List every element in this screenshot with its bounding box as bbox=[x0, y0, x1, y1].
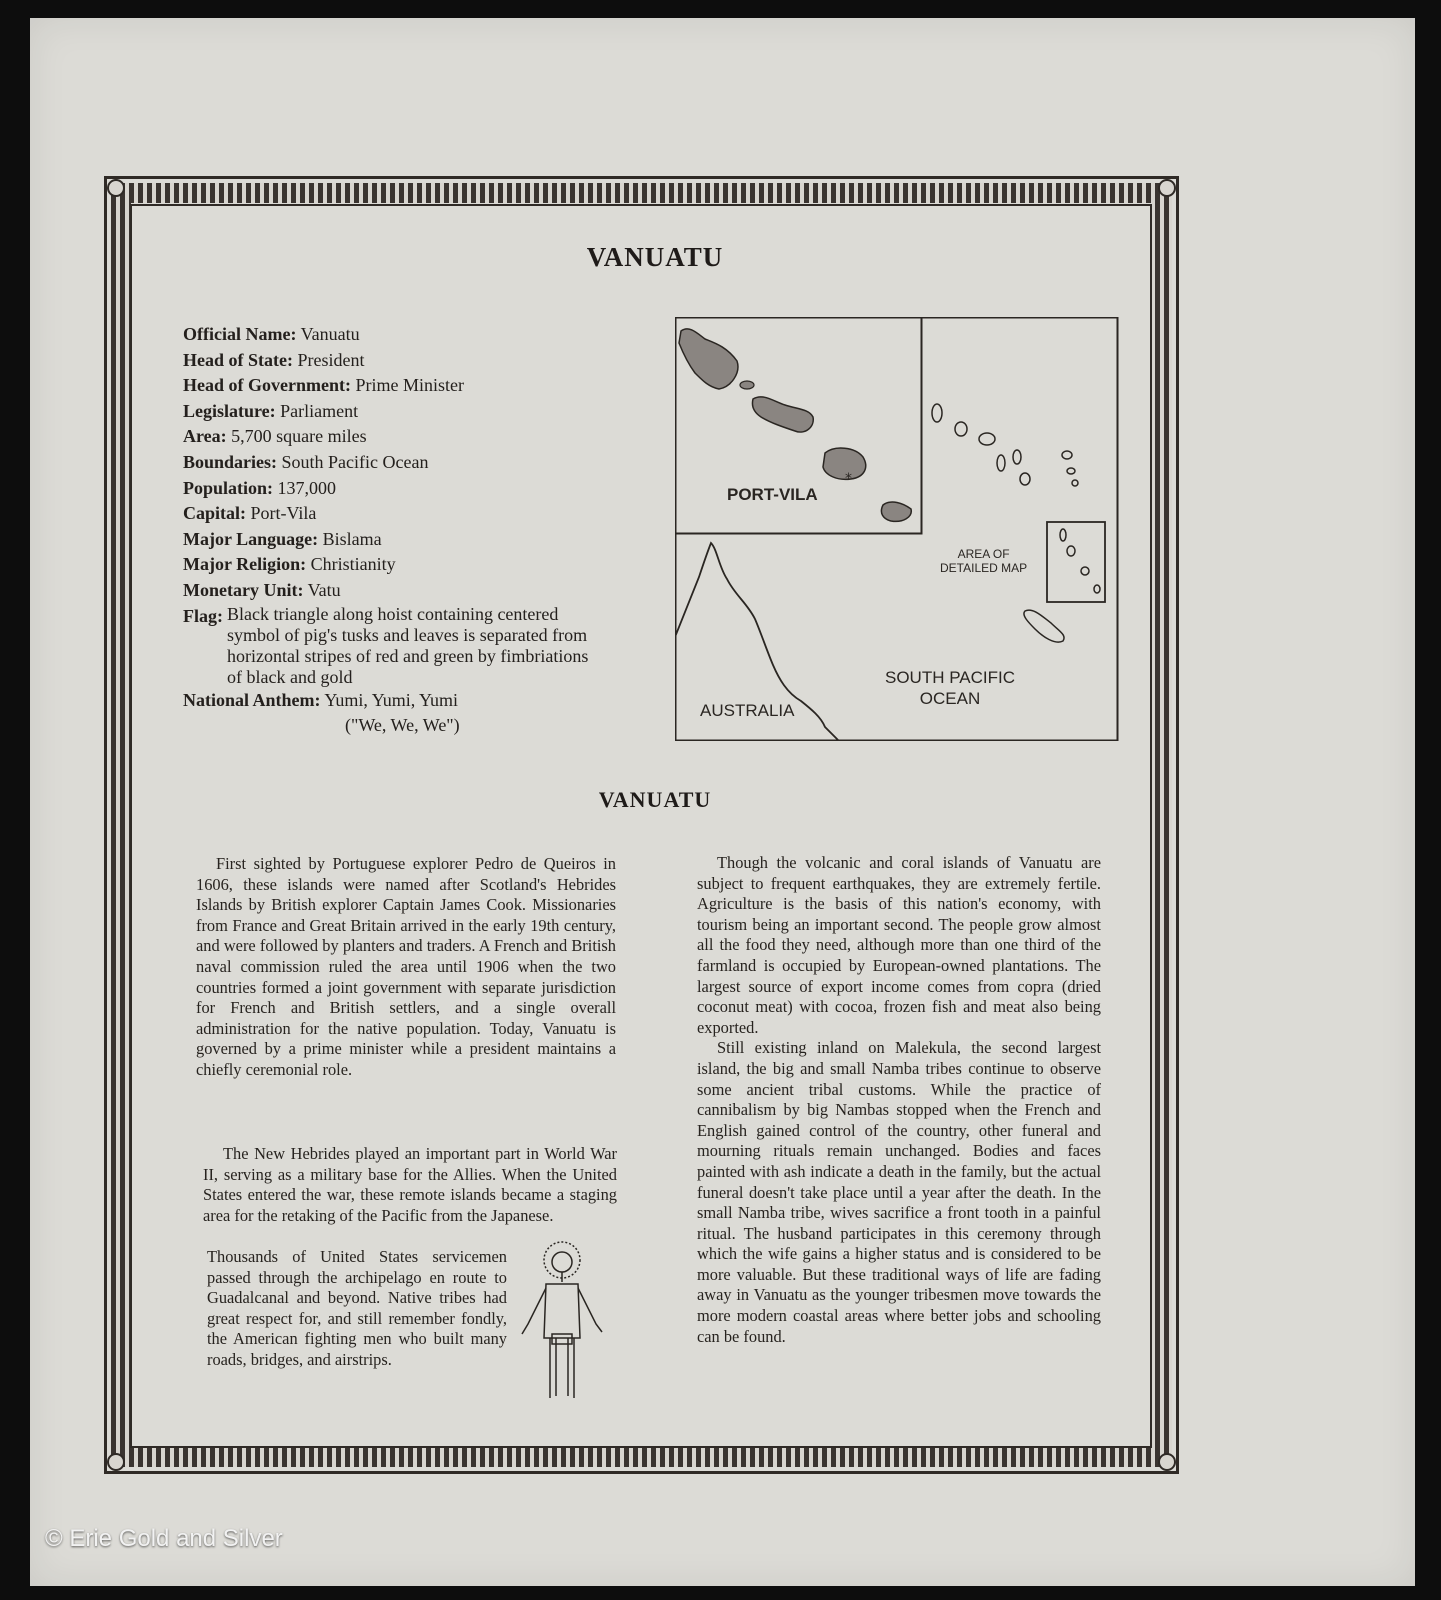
label-port-vila: PORT-VILA bbox=[727, 485, 818, 504]
fact-value: Christianity bbox=[310, 554, 396, 575]
fact-population bbox=[183, 476, 623, 502]
fact-head-of-state bbox=[183, 348, 623, 374]
fact-label: Legislature: bbox=[183, 400, 276, 421]
fact-legislature bbox=[183, 399, 623, 425]
label-area-of-detailed-map bbox=[940, 547, 1027, 575]
locator-map bbox=[675, 317, 1119, 741]
island bbox=[740, 381, 754, 389]
corner-ornament bbox=[107, 1453, 125, 1471]
body-left-paragraph-1 bbox=[196, 854, 616, 1081]
island-tanna bbox=[881, 502, 911, 521]
fact-flag bbox=[183, 604, 623, 688]
fact-label: Boundaries: bbox=[183, 451, 278, 472]
label-line: OCEAN bbox=[919, 689, 981, 708]
fact-major-language bbox=[183, 527, 623, 553]
corner-ornament bbox=[1158, 179, 1176, 197]
fact-label: Area: bbox=[183, 426, 227, 447]
fact-boundaries bbox=[183, 450, 623, 476]
body-left-paragraph-3 bbox=[207, 1247, 507, 1371]
fact-value: South Pacific Ocean bbox=[281, 451, 429, 472]
island-malekula bbox=[752, 397, 813, 432]
fact-value: Black triangle along hoist containing centered symbol of pig's tusks and leaves is separated from horizontal stripes of red and green by fimbriations of black and gold bbox=[227, 603, 589, 687]
fact-value: Yumi, Yumi, Yumi bbox=[324, 689, 459, 710]
fact-value: Vanuatu bbox=[300, 324, 360, 344]
fact-head-of-government bbox=[183, 373, 623, 399]
fact-capital bbox=[183, 501, 623, 527]
fact-official-name bbox=[183, 322, 623, 348]
body-right-column bbox=[697, 853, 1101, 1347]
fact-label: Major Language: bbox=[183, 528, 319, 549]
paragraph: First sighted by Portuguese explorer Pedro de Queiros in 1606, these islands were named after Scotland's Hebrides Islands by British explorer Captain James Cook. Missionaries from France and Great Britain arrived in the early 19th century, and were followed by planters and traders. A French and British naval commission ruled the area until 1906 when the two countries formed a joint government with separate jurisdiction for French and British settlers, and a single overall administration for the native population. Today, Vanuatu is governed by a prime minister while a president maintains a chiefly ceremonial role. bbox=[196, 854, 616, 1079]
section-title: VANUATU bbox=[598, 787, 712, 812]
anthem-translation: ("We, We, We") bbox=[345, 715, 460, 736]
fact-monetary-unit bbox=[183, 578, 623, 604]
fact-label: Flag: bbox=[183, 605, 223, 626]
page-title: VANUATU bbox=[586, 242, 724, 272]
fact-label: Capital: bbox=[183, 503, 246, 524]
fact-list bbox=[183, 322, 623, 739]
fact-label: Population: bbox=[183, 477, 274, 498]
fact-label: National Anthem: bbox=[183, 689, 321, 710]
fact-value: 5,700 square miles bbox=[231, 426, 367, 447]
fact-value: Vatu bbox=[307, 579, 341, 600]
label-line: AREA OF bbox=[957, 547, 1010, 561]
fact-major-religion bbox=[183, 552, 623, 578]
label-australia: AUSTRALIA bbox=[700, 701, 795, 720]
paragraph: Still existing inland on Malekula, the second largest island, the big and small Namba tribes continue to observe some ancient tribal customs. While the practice of cannibalism by big Nambas stopped when the French and English gained control of the country, other funeral and mourning rituals remain unchanged. Bodies and faces painted with ash indicate a death in the family, but the actual funeral doesn't take place until a year after the death. In the small Namba tribe, wives sacrifice a front tooth in a painful ritual. The husband participates in this ceremony through which the wife gains a higher status and is considered to be more valuable. But these traditional ways of life are fading away in Vanuatu as the younger tribesmen move towards the more modern coastal areas where better jobs and schooling can be found. bbox=[697, 1038, 1101, 1346]
fact-value: Port-Vila bbox=[250, 503, 317, 524]
fact-label: Official Name: bbox=[183, 324, 297, 344]
fact-area bbox=[183, 424, 623, 450]
island-espiritu-santo bbox=[679, 329, 738, 389]
fact-national-anthem bbox=[183, 688, 623, 714]
fact-label: Head of State: bbox=[183, 349, 293, 370]
fact-value: Bislama bbox=[322, 528, 382, 549]
paragraph: Though the volcanic and coral islands of Vanuatu are subject to frequent earthquakes, they are extremely fertile. Agriculture is the basis of this nation's economy, with tourism being an important second. The people grow almost all the food they need, although more than one third of the farmland is occupied by European-owned plantations. The largest source of export income comes from copra (dried coconut meat) with cocoa, frozen fish and meat also being exported. bbox=[697, 853, 1101, 1037]
detail-area-box bbox=[1047, 522, 1105, 602]
corner-ornament bbox=[1158, 1453, 1176, 1471]
label-line: DETAILED MAP bbox=[940, 561, 1028, 575]
paragraph: Thousands of United States servicemen passed through the archipelago en route to Guadalcanal and beyond. Native tribes had great respect for, and still remember fondly, the American fighting men who built many roads, bridges, and airstrips. bbox=[207, 1247, 507, 1369]
svg-text:*: * bbox=[845, 471, 852, 487]
corner-ornament bbox=[107, 179, 125, 197]
label-line: SOUTH PACIFIC bbox=[885, 668, 1016, 687]
watermark: © Erie Gold and Silver bbox=[45, 1525, 283, 1552]
fact-value: 137,000 bbox=[277, 477, 337, 498]
label-south-pacific-ocean bbox=[885, 667, 1015, 709]
fact-label: Monetary Unit: bbox=[183, 579, 304, 600]
tribal-figure-illustration bbox=[516, 1238, 608, 1404]
fact-label: Major Religion: bbox=[183, 554, 307, 575]
fact-value: Prime Minister bbox=[355, 375, 464, 396]
fact-value: Parliament bbox=[280, 400, 359, 421]
paragraph: The New Hebrides played an important part in World War II, serving as a military base for the Allies. When the United States entered the war, these remote islands became a staging area for the retaking of the Pacific from the Japanese. bbox=[203, 1144, 617, 1225]
fact-label: Head of Government: bbox=[183, 375, 351, 396]
fact-value: President bbox=[297, 349, 365, 370]
body-left-paragraph-2 bbox=[203, 1144, 617, 1226]
island-chain bbox=[932, 404, 1100, 642]
